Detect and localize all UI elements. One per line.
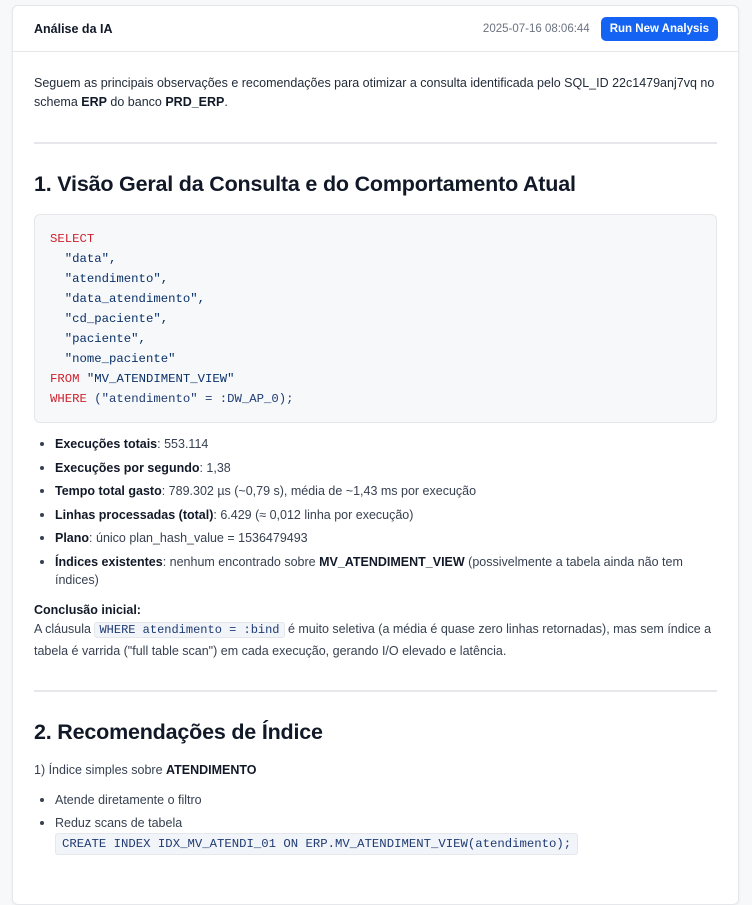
stat-value: : único plan_hash_value = 1536479493 — [89, 531, 308, 545]
database-name: PRD_ERP — [165, 95, 225, 109]
run-new-analysis-button[interactable]: Run New Analysis — [601, 17, 718, 41]
schema-name: ERP — [81, 95, 107, 109]
recommendation-bullet — [34, 814, 717, 855]
recommendation-bullet: Atende diretamente o filtro — [34, 791, 717, 809]
stats-list — [34, 435, 717, 589]
stat-value: : 1,38 — [199, 460, 231, 475]
sql-table: "MV_ATENDIMENT_VIEW" — [86, 372, 235, 386]
card-header — [13, 6, 738, 52]
stat-item — [34, 529, 717, 547]
recommendation-subheading — [34, 763, 717, 777]
sql-keyword: SELECT — [50, 232, 95, 246]
intro-text: . — [224, 95, 228, 109]
sql-keyword: WHERE — [50, 392, 87, 406]
stat-label: Plano — [55, 531, 90, 545]
stat-value: (possivelmente a tabela ainda não tem índices) — [55, 554, 683, 587]
section-divider — [34, 142, 717, 144]
column-name: ATENDIMENTO — [166, 762, 257, 777]
stat-item — [34, 553, 717, 589]
stat-item — [34, 459, 717, 477]
stat-value: : nenhum encontrado sobre — [162, 554, 320, 569]
conclusion-pre: A cláusula — [34, 621, 95, 636]
conclusion-text — [34, 619, 717, 662]
section-heading-index-recommendations: 2. Recomendações de Índice — [34, 719, 323, 744]
intro-paragraph — [34, 74, 717, 112]
section-divider — [34, 690, 717, 692]
sql-code-block — [34, 214, 717, 423]
stat-item — [34, 506, 717, 524]
ai-analysis-card — [12, 5, 739, 905]
conclusion-post: é muito seletiva (a média é quase zero linhas retornadas), mas sem índice a tabela é varrida ("full table scan") em cada execução, gerando I/O elevado e latência. — [34, 621, 712, 658]
table-name: MV_ATENDIMENT_VIEW — [319, 554, 465, 569]
sql-column: "data", — [64, 252, 117, 266]
bullet-text: Reduz scans de tabela — [55, 815, 183, 830]
stat-value: : 789.302 µs (~0,79 s), média de ~1,43 ms por execução — [161, 484, 477, 498]
sql-column: "paciente", — [64, 332, 146, 346]
sql-column: "atendimento", — [64, 272, 169, 286]
stat-label: Execuções por segundo — [55, 460, 200, 475]
stat-value: : 553.114 — [157, 437, 209, 451]
sql-where-clause: ("atendimento" = :DW_AP_0); — [94, 392, 294, 406]
intro-text: do banco — [106, 95, 166, 109]
header-actions — [483, 17, 718, 41]
sql-column: "data_atendimento", — [64, 292, 205, 306]
stat-item — [34, 435, 717, 453]
inline-code: WHERE atendimento = :bind — [94, 622, 284, 638]
conclusion-title: Conclusão inicial: — [34, 602, 141, 617]
stat-item — [34, 482, 717, 500]
analysis-content — [13, 52, 738, 855]
create-index-code: CREATE INDEX IDX_MV_ATENDI_01 ON ERP.MV_ATENDIMENT_VIEW(atendimento); — [55, 833, 578, 855]
stat-value: : 6.429 (≈ 0,012 linha por execução) — [213, 507, 414, 522]
sql-column: "cd_paciente", — [64, 312, 169, 326]
subheading-text: 1) Índice simples sobre — [34, 762, 167, 777]
stat-label: Linhas processadas (total) — [55, 507, 214, 522]
analysis-timestamp: 2025-07-16 08:06:44 — [482, 22, 590, 35]
sql-column: "nome_paciente" — [64, 352, 176, 366]
section-heading-overview: 1. Visão Geral da Consulta e do Comportamento Atual — [34, 172, 576, 196]
card-title: Análise da IA — [34, 21, 113, 36]
sql-keyword: FROM — [50, 372, 80, 386]
recommendation-bullets — [34, 791, 717, 855]
intro-text: Seguem as principais observações e recomendações para otimizar a consulta identificada pelo SQL_ID 22c1479anj7vq no schema — [34, 76, 715, 109]
stat-label: Execuções totais — [55, 437, 158, 451]
stat-label: Tempo total gasto — [55, 484, 162, 498]
stat-label: Índices existentes — [55, 554, 163, 569]
